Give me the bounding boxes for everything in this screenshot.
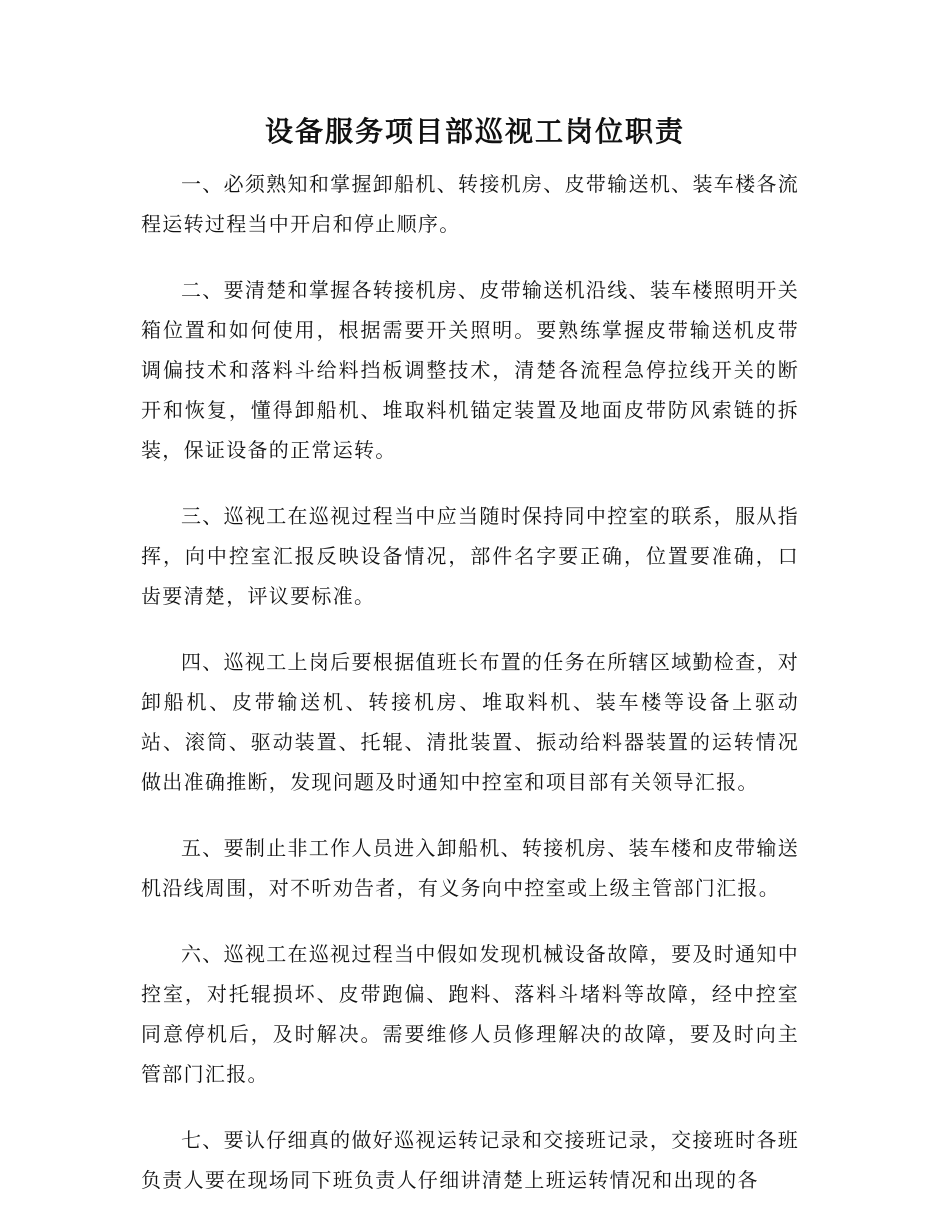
document-title: 设备服务项目部巡视工岗位职责 — [264, 115, 685, 148]
document-body — [141, 164, 799, 1226]
paragraph-3: 三、巡视工在巡视过程当中应当随时保持同中控室的联系，服从指挥，向中控室汇报反映设备情况，部件名字要正确，位置要准确，口齿要清楚，评议要标准。 — [141, 504, 799, 608]
paragraph-4: 四、巡视工上岗后要根据值班长布置的任务在所辖区域勤检查，对卸船机、皮带输送机、转接机房、堆取料机、装车楼等设备上驱动站、滚筒、驱动装置、托辊、清批装置、振动给料器装置的运转情况做出准确推断，发现问题及时通知中控室和项目部有关领导汇报。 — [141, 650, 799, 794]
paragraph-5: 五、要制止非工作人员进入卸船机、转接机房、装车楼和皮带输送机沿线周围，对不听劝告者，有义务向中控室或上级主管部门汇报。 — [141, 836, 799, 900]
paragraph-6: 六、巡视工在巡视过程当中假如发现机械设备故障，要及时通知中控室，对托辊损坏、皮带跑偏、跑料、落料斗堵料等故障，经中控室同意停机后，及时解决。需要维修人员修理解决的故障，要及时向主管部门汇报。 — [141, 942, 799, 1086]
paragraph-2: 二、要清楚和掌握各转接机房、皮带输送机沿线、装车楼照明开关箱位置和如何使用，根据需要开关照明。要熟练掌握皮带输送机皮带调偏技术和落料斗给料挡板调整技术，清楚各流程急停拉线开关的断开和恢复，懂得卸船机、堆取料机锚定装置及地面皮带防风索链的拆装，保证设备的正常运转。 — [141, 278, 799, 462]
paragraph-7: 七、要认仔细真的做好巡视运转记录和交接班记录，交接班时各班负责人要在现场同下班负责人仔细讲清楚上班运转情况和出现的各 — [141, 1128, 799, 1192]
paragraph-1: 一、必须熟知和掌握卸船机、转接机房、皮带输送机、装车楼各流程运转过程当中开启和停止顺序。 — [141, 172, 799, 236]
